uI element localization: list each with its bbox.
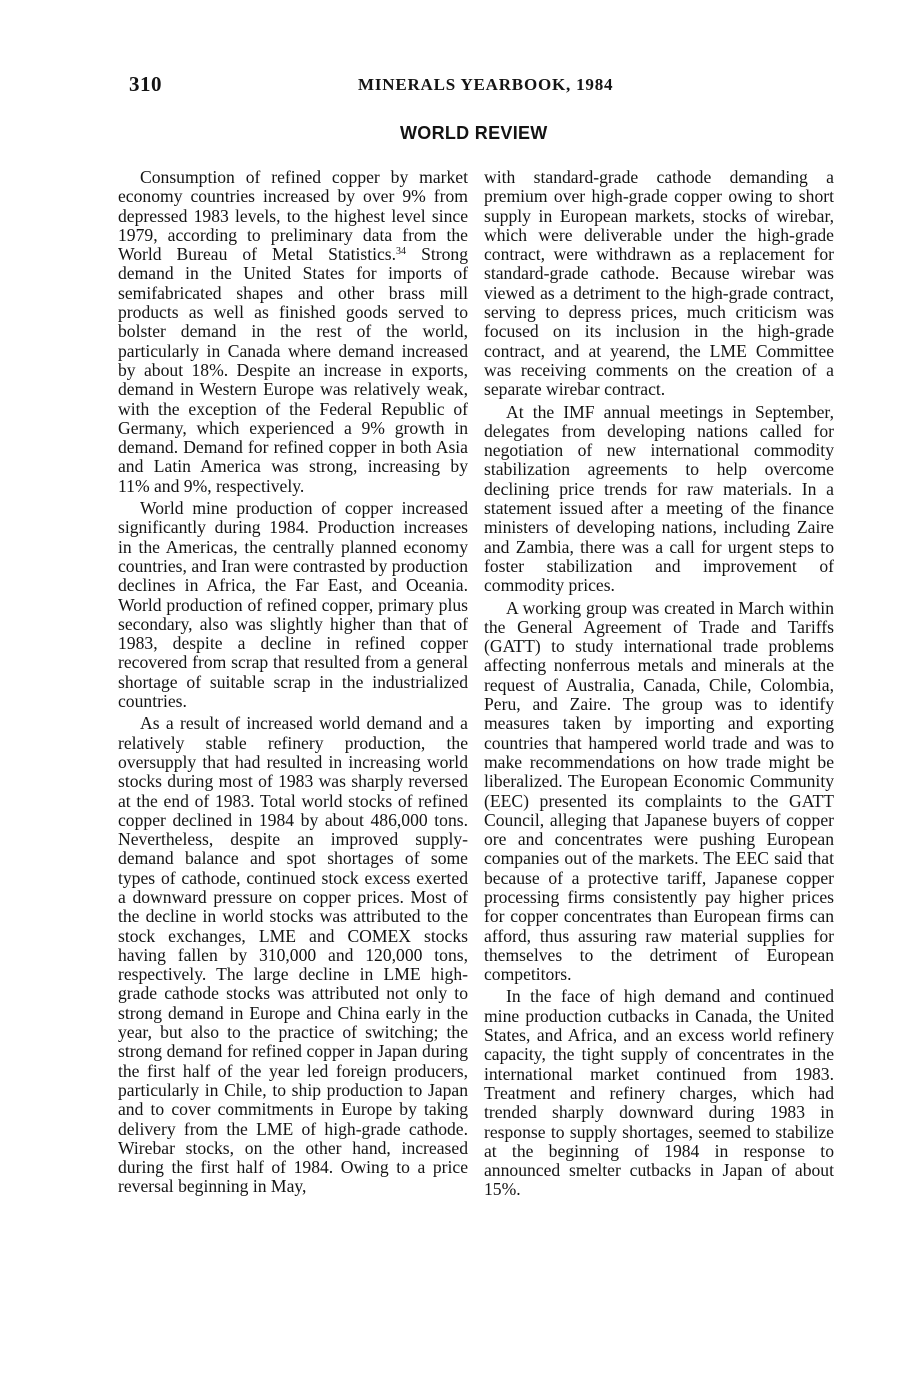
section-title: WORLD REVIEW (400, 123, 548, 143)
paragraph-text: Consumption of refined copper by market economy countries increased by over 9% from depressed 1983 levels, to the highest level since 1979, according to preliminary data from the World Bureau of Metal Statistics. (118, 167, 468, 265)
right-column (484, 168, 834, 1200)
left-column (118, 168, 468, 1197)
paragraph: World mine production of copper increased significantly during 1984. Production increases in the Americas, the centrally planned economy countries, and Iran were contrasted by production declines in Africa, the Far East, and Oceania. World production of refined copper, primary plus secondary, also was slightly higher than that of 1983, despite a decline in refined copper recovered from scrap that resulted from a general shortage of suitable scrap in the industrialized countries. (118, 498, 468, 712)
page-number: 310 (129, 72, 162, 96)
paragraph: At the IMF annual meetings in September, delegates from developing nations called for negotiation of new international commodity stabilization agreements to help overcome declining price trends for raw materials. In a statement issued after a meeting of the finance ministers of developing nations, including Zaire and Zambia, there was a call for urgent steps to foster stabilization and improvement of commodity prices. (484, 401, 834, 596)
paragraph (118, 168, 468, 496)
paragraph: As a result of increased world demand and a relatively stable refinery production, the oversupply that had resulted in increasing world stocks during most of 1983 was sharply reversed at the end of 1983. Total world stocks of refined copper declined in 1984 by about 486,000 tons. Nevertheless, despite an improved supply-demand balance and spot shortages of some types of cathode, continued stock excess exerted a downward pressure on copper prices. Most of the decline in world stocks was attributed to the stock exchanges, LME and COMEX stocks having fallen by 310,000 and 120,000 tons, respectively. The large decline in LME high-grade cathode stocks was attributed not only to strong demand in Europe and China early in the year, but also to the practice of switching; the strong demand for refined copper in Japan during the first half of the year led foreign producers, particularly in Chile, to ship production to Japan and to cover commitments in Europe by taking delivery from the LME of high-grade cathode. Wirebar stocks, on the other hand, increased during the first half of 1984. Owing to a price reversal beginning in May, (118, 713, 468, 1197)
paragraph-continued: with standard-grade cathode demanding a premium over high-grade copper owing to short supply in European markets, stocks of wirebar, which were deliverable under the high-grade contract, were withdrawn as a replacement for standard-grade cathode. Because wirebar was viewed as a detriment to the high-grade contract, serving to depress prices, much criticism was focused on its inclusion in the high-grade contract, and at yearend, the LME Committee was receiving comments on the creation of a separate wirebar contract. (484, 167, 834, 400)
footnote-reference: 34 (396, 246, 407, 258)
paragraph-text: Strong demand in the United States for imports of semifabricated shapes and other brass mill products as well as finished goods served to bolster demand in the rest of the world, particularly in Canada where demand increased by about 18%. Despite an increase in exports, demand in Western Europe was relatively weak, with the exception of the Federal Republic of Germany, which experienced a 9% growth in demand. Demand for refined copper in both Asia and Latin America was strong, increasing by 11% and 9%, respectively. (118, 244, 468, 496)
paragraph: In the face of high demand and continued mine production cutbacks in Canada, the United States, and Africa, and an excess world refinery capacity, the tight supply of concentrates in the international market continued from 1983. Treatment and refinery charges, which had trended sharply downward during 1983 in response to supply shortages, seemed to stabilize at the beginning of 1984 in response to announced smelter cutbacks in Japan of about 15%. (484, 986, 834, 1200)
paragraph: A working group was created in March within the General Agreement of Trade and Tariffs (GATT) to study international trade problems affecting nonferrous metals and minerals at the request of Australia, Canada, Chile, Colombia, Peru, and Zaire. The group was to identify measures taken by importing and exporting countries that hampered world trade and was to make recommendations on how trade might be liberalized. The European Economic Community (EEC) presented its complaints to the GATT Council, alleging that Japanese buyers of copper ore and concentrates were pushing European companies out of the markets. The EEC said that because of a protective tariff, Japanese copper processing firms consistently pay higher prices for copper concentrates than European firms can afford, thus assuring raw material supplies for themselves to the detriment of European competitors. (484, 597, 834, 985)
running-head: MINERALS YEARBOOK, 1984 (358, 75, 614, 94)
